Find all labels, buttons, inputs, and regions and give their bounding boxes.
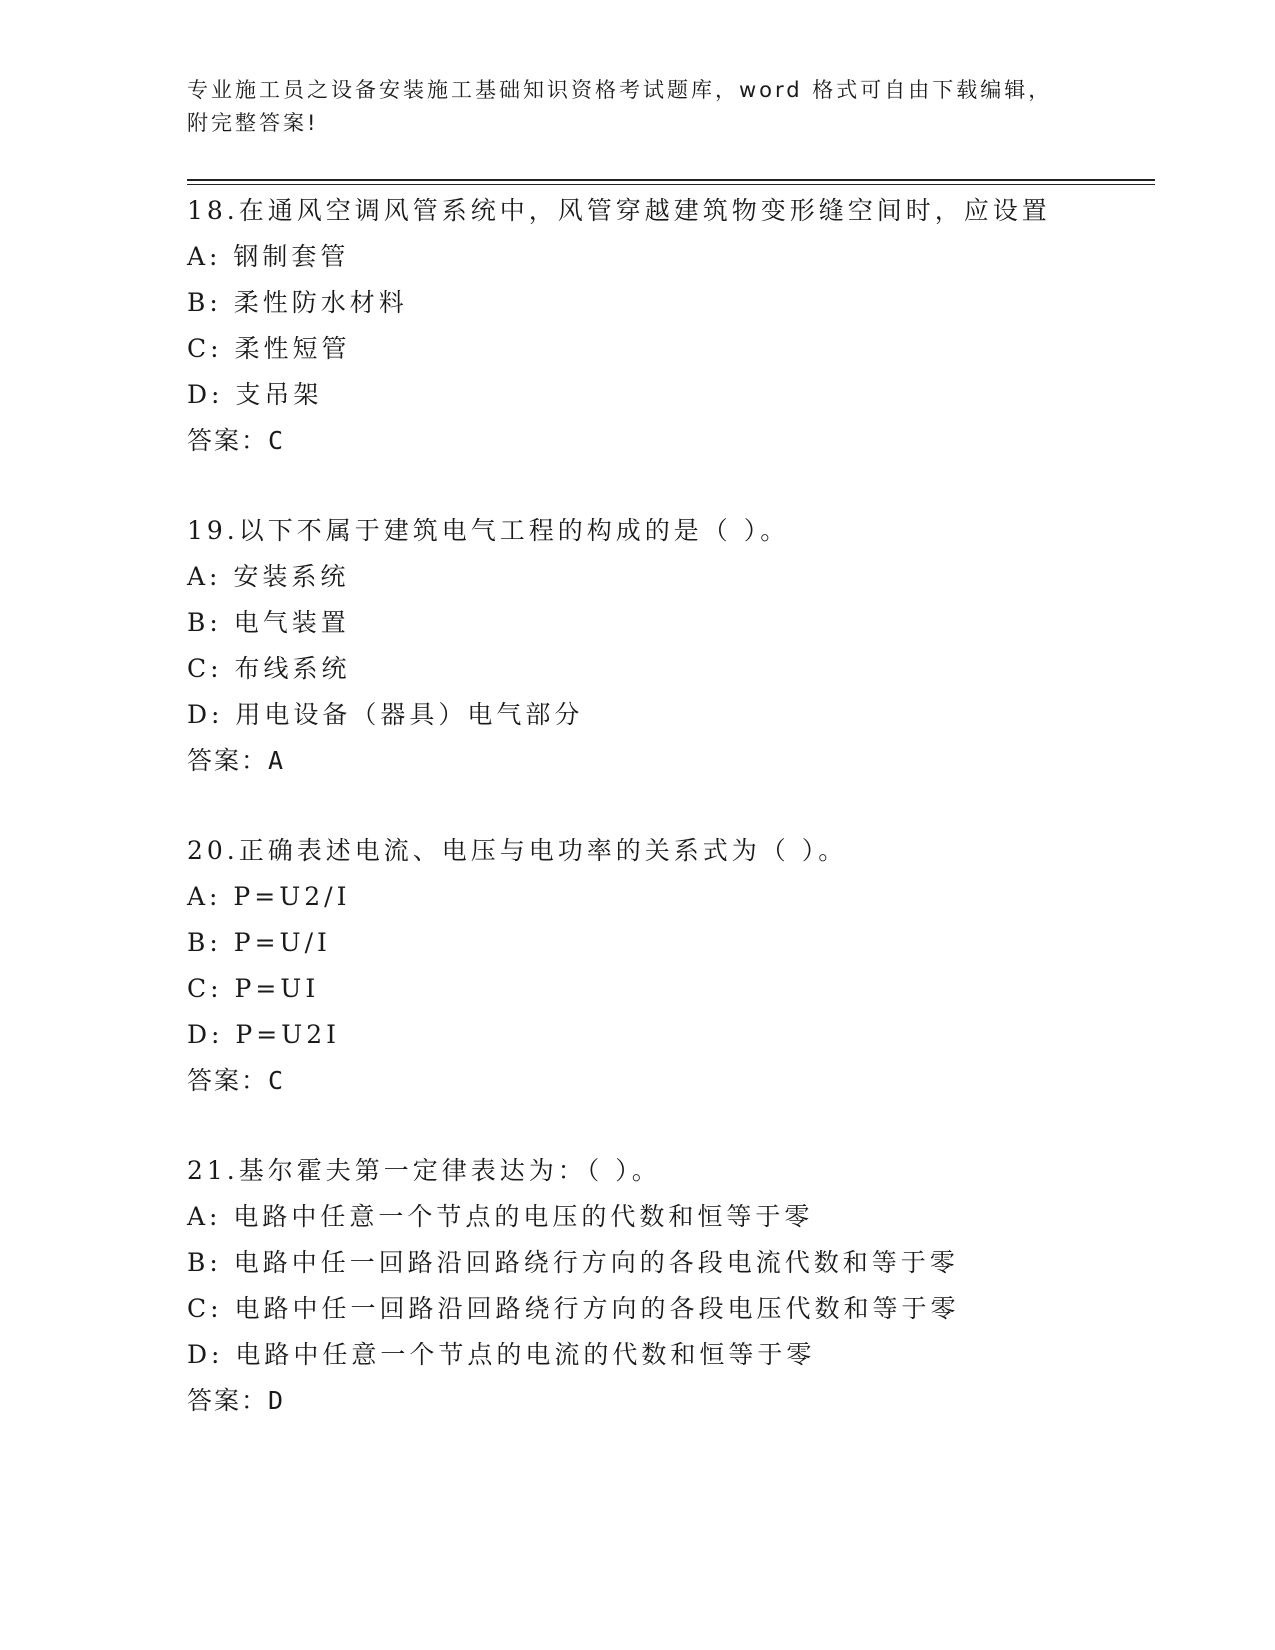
question-stem: 20.正确表述电流、电压与电功率的关系式为（ ）。 [187, 836, 848, 865]
option-a: A: 安装系统 [187, 562, 350, 591]
option-a: A: 电路中任意一个节点的电压的代数和恒等于零 [187, 1202, 814, 1231]
option-d: D: P=U2I [187, 1020, 341, 1049]
question-21 [187, 1148, 1155, 1424]
question-20 [187, 828, 1155, 1104]
question-19 [187, 508, 1155, 784]
question-18 [187, 188, 1155, 464]
answer-value: C [268, 1066, 284, 1095]
answer-label: 答案： [187, 1386, 269, 1415]
question-stem: 21.基尔霍夫第一定律表达为：（ ）。 [187, 1156, 661, 1185]
header-divider-thick [187, 179, 1155, 181]
question-stem: 18.在通风空调风管系统中，风管穿越建筑物变形缝空间时，应设置 [187, 196, 1051, 225]
option-b: B: 电气装置 [187, 608, 350, 637]
option-a: A: P=U2/I [187, 882, 351, 911]
option-d: D: 支吊架 [187, 380, 323, 409]
document-header [187, 74, 1067, 140]
option-c: C: P=UI [187, 974, 320, 1003]
question-list [187, 188, 1155, 1468]
answer-label: 答案： [187, 1066, 269, 1095]
answer-line [187, 1378, 1155, 1424]
header-line-1: 专业施工员之设备安装施工基础知识资格考试题库，word 格式可自由下载编辑， [187, 78, 1053, 102]
option-b: B: 电路中任一回路沿回路绕行方向的各段电流代数和等于零 [187, 1248, 959, 1277]
question-stem: 19.以下不属于建筑电气工程的构成的是（ ）。 [187, 516, 790, 545]
option-b: B: P=U/I [187, 928, 331, 957]
header-line-2: 附完整答案! [187, 111, 319, 135]
option-a: A: 钢制套管 [187, 242, 350, 271]
option-c: C: 布线系统 [187, 654, 351, 683]
answer-label: 答案： [187, 746, 269, 775]
answer-value: D [268, 1386, 284, 1415]
answer-label: 答案： [187, 426, 269, 455]
option-c: C: 电路中任一回路沿回路绕行方向的各段电压代数和等于零 [187, 1294, 960, 1323]
option-d: D: 电路中任意一个节点的电流的代数和恒等于零 [187, 1340, 816, 1369]
answer-line [187, 1058, 1155, 1104]
answer-line [187, 738, 1155, 784]
answer-line [187, 418, 1155, 464]
answer-value: A [268, 746, 284, 775]
option-b: B: 柔性防水材料 [187, 288, 408, 317]
option-d: D: 用电设备（器具）电气部分 [187, 700, 584, 729]
header-divider-thin [187, 184, 1155, 185]
option-c: C: 柔性短管 [187, 334, 351, 363]
answer-value: C [268, 426, 284, 455]
